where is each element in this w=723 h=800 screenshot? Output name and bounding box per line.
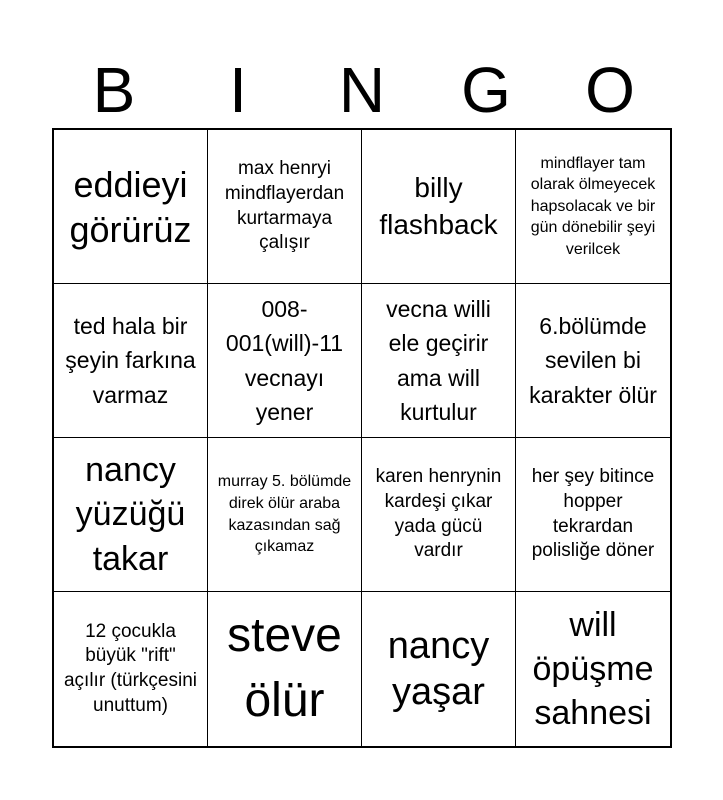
bingo-cell[interactable]: 12 çocukla büyük "rift" açılır (türkçesini unuttum) [54,592,208,746]
bingo-cell[interactable]: mindflayer tam olarak ölmeyecek hapsolacak ve bir gün dönebilir şeyi verilcek [516,130,670,284]
header-letter-b: B [92,54,136,126]
bingo-cell[interactable]: murray 5. bölümde direk ölür araba kazasından sağ çıkamaz [208,438,362,592]
bingo-cell[interactable]: steve ölür [208,592,362,746]
bingo-header [52,52,672,128]
bingo-cell[interactable]: ted hala bir şeyin farkına varmaz [54,284,208,438]
bingo-cell[interactable]: 008-001(will)-11 vecnayı yener [208,284,362,438]
bingo-cell[interactable]: 6.bölümde sevilen bi karakter ölür [516,284,670,438]
bingo-cell[interactable]: max henryi mindflayerdan kurtarmaya çalışır [208,130,362,284]
bingo-cell[interactable]: her şey bitince hopper tekrardan polisliğe döner [516,438,670,592]
bingo-cell[interactable]: billy flashback [362,130,516,284]
header-letter-i: I [229,54,247,126]
bingo-cell[interactable]: vecna willi ele geçirir ama will kurtulur [362,284,516,438]
bingo-cell[interactable]: will öpüşme sahnesi [532,605,654,733]
bingo-cell[interactable]: nancy yaşar [362,592,516,746]
header-letter-n: N [338,54,386,126]
bingo-cell[interactable]: eddieyi görürüz [54,130,208,284]
bingo-grid [52,128,672,748]
bingo-cell[interactable]: nancy yüzüğü takar [54,438,208,592]
header-letter-o: O [585,54,635,126]
bingo-cell[interactable]: karen henrynin kardeşi çıkar yada gücü vardır [362,438,516,592]
header-letter-g: G [461,54,511,126]
